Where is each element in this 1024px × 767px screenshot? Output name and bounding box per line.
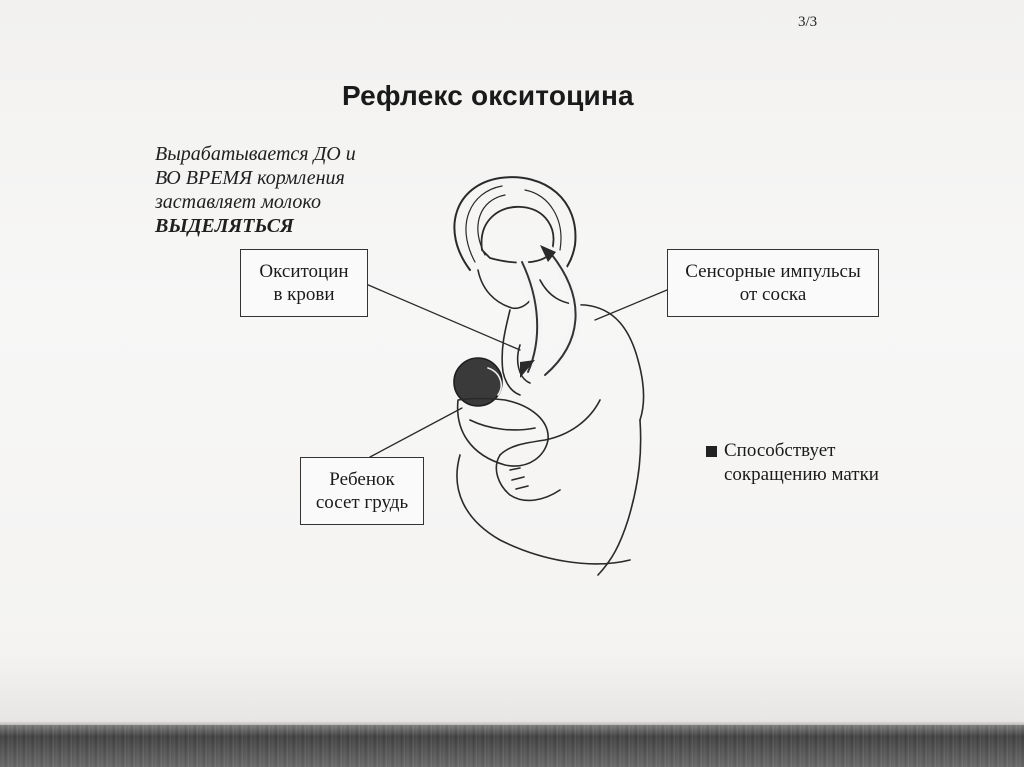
callout-sensory-line-2: от соска [739,284,807,305]
mother-front [502,310,520,395]
page-title: Рефлекс окситоцина [342,80,634,111]
callout-oxytocin-line-2: в крови [273,284,335,305]
note-line-1: Способствует [724,440,836,461]
black-square-icon [706,446,717,457]
leader-oxytocin [366,284,520,350]
mother-lap [457,455,630,564]
callout-sensory-line-1: Сенсорные импульсы [685,261,861,282]
callout-oxytocin-in-blood [240,249,368,317]
callout-baby-line-2: сосет грудь [315,492,409,513]
callout-baby-line-1: Ребенок [329,469,395,490]
arrow-up-sensory [545,250,576,375]
page-number: 3/3 [798,14,818,30]
intro-line-3: заставляет молоко [155,191,321,213]
intro-line-2: ВО ВРЕМЯ кормления [155,167,345,189]
leader-sensory [595,290,667,320]
callout-oxytocin-line-1: Окситоцин [259,261,349,282]
reflex-arrows [522,250,576,375]
callout-sensory-impulses [667,249,879,317]
mother-fingers [510,468,528,489]
scan-edge-strip [0,725,1024,767]
intro-line-4: ВЫДЕЛЯТЬСЯ [155,215,294,237]
leader-baby [370,408,462,457]
brain-outline [482,207,554,263]
mother-neck [540,280,644,420]
note-line-2: сокращению матки [724,464,879,485]
callout-baby-suckles [300,457,424,525]
baby-blanket-fold [470,420,535,430]
mother-back [598,420,641,575]
uterus-note [706,439,879,487]
mother-arm [500,400,600,455]
baby-blanket [458,399,549,466]
intro-line-1: Вырабатывается ДО и [155,143,356,165]
mother-hand [496,455,560,500]
